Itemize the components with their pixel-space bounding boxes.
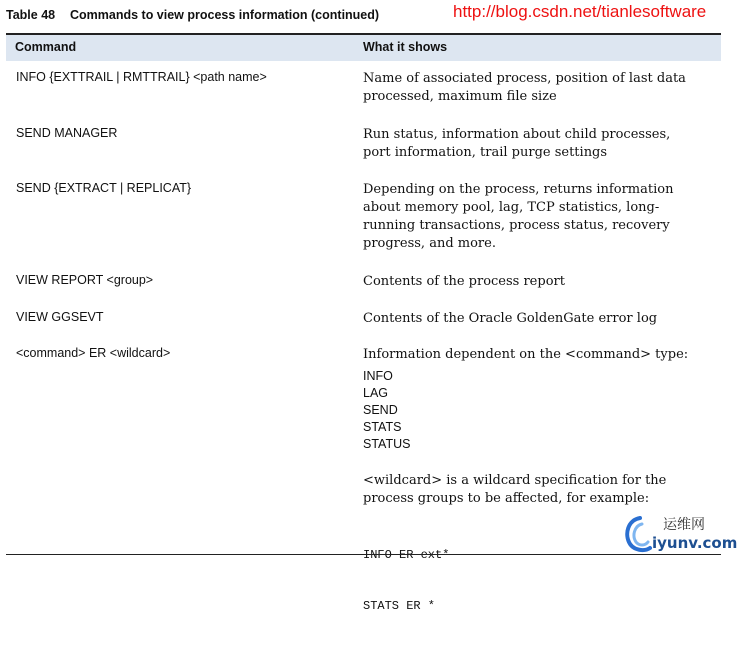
- desc-line: Name of associated process, position of last data: [363, 71, 686, 86]
- type-item: SEND: [363, 403, 398, 417]
- row-command: VIEW GGSEVT: [16, 310, 104, 324]
- desc-line: process groups to be affected, for example:: [363, 491, 650, 506]
- row-description: [363, 273, 713, 291]
- table-bottom-rule: [6, 554, 721, 555]
- header-what-it-shows: What it shows: [363, 40, 448, 54]
- logo-chinese-text: 运维网: [663, 517, 705, 533]
- desc-line: processed, maximum file size: [363, 89, 557, 104]
- header-command: Command: [15, 40, 77, 54]
- desc-line: port information, trail purge settings: [363, 145, 608, 160]
- example-line: STATS ER *: [363, 599, 436, 613]
- row-command: VIEW REPORT <group>: [16, 273, 154, 287]
- desc-line: Depending on the process, returns information: [363, 182, 674, 197]
- row-command: SEND {EXTRACT | REPLICAT}: [16, 181, 192, 195]
- table-header: [6, 33, 721, 61]
- row-description: [363, 126, 713, 162]
- type-item: LAG: [363, 386, 389, 400]
- row-description: [363, 346, 713, 364]
- row-description: [363, 310, 713, 328]
- table-number: Table 48: [6, 8, 56, 22]
- row-command: INFO {EXTTRAIL | RMTTRAIL} <path name>: [16, 70, 267, 84]
- example-commands: [363, 513, 449, 649]
- table-title: Commands to view process information (continued): [70, 8, 380, 22]
- type-item: INFO: [363, 369, 393, 383]
- example-line: INFO ER ext*: [363, 548, 450, 562]
- table-caption: [6, 8, 379, 22]
- watermark-url: http://blog.csdn.net/tianlesoftware: [453, 2, 707, 21]
- row-command: <command> ER <wildcard>: [16, 346, 171, 360]
- site-logo: [620, 512, 737, 556]
- desc-line: running transactions, process status, recovery: [363, 218, 670, 233]
- wildcard-description: [363, 472, 713, 508]
- type-item: STATS: [363, 420, 402, 434]
- type-item: STATUS: [363, 437, 411, 451]
- command-type-list: [363, 368, 410, 453]
- row-description: [363, 70, 713, 106]
- desc-line: Information dependent on the <command> type:: [363, 347, 689, 362]
- desc-line: about memory pool, lag, TCP statistics, long-: [363, 200, 660, 215]
- desc-line: Contents of the Oracle GoldenGate error log: [363, 311, 658, 326]
- logo-domain-text: iyunv.com: [652, 534, 737, 552]
- desc-line: <wildcard> is a wildcard specification for the: [363, 473, 667, 488]
- row-command: SEND MANAGER: [16, 126, 118, 140]
- desc-line: Contents of the process report: [363, 274, 565, 289]
- row-description: [363, 181, 713, 253]
- desc-line: progress, and more.: [363, 236, 496, 251]
- desc-line: Run status, information about child processes,: [363, 127, 671, 142]
